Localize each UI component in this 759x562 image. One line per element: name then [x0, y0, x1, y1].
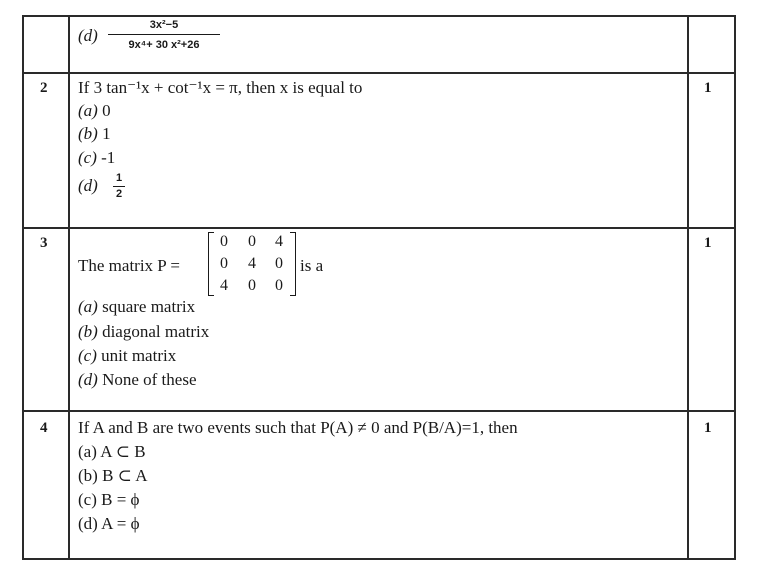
- q2-option-b-label: (b): [78, 124, 98, 143]
- matrix-cell: 4: [220, 277, 228, 294]
- q2-stem: If 3 tan⁻¹x + cot⁻¹x = π, then x is equal to: [78, 78, 363, 97]
- q3-stem-prefix: The matrix P =: [78, 256, 180, 275]
- q2-option-a-label: (a): [78, 101, 98, 120]
- q1-fraction-bar: [108, 34, 220, 35]
- q4-option-b-label: (b): [78, 466, 98, 485]
- q2-marks: 1: [704, 80, 712, 96]
- q1-fraction-denominator: 9x⁴+ 30 x²+26: [128, 39, 200, 51]
- q2-option-b: [78, 124, 111, 144]
- q4-option-d-text: A = ϕ: [101, 514, 140, 533]
- q3-option-c-text: unit matrix: [101, 346, 177, 365]
- q4-option-c-text: B = ϕ: [101, 490, 140, 509]
- q3-option-c-label: (c): [78, 346, 97, 365]
- q2-option-a: [78, 101, 111, 121]
- q2-fraction-denominator: 2: [115, 188, 123, 200]
- matrix-cell: 0: [275, 277, 283, 294]
- q2-option-c: [78, 148, 115, 168]
- q4-marks: 1: [704, 420, 712, 436]
- q3-option-a: [78, 297, 195, 317]
- q4-option-d-label: (d): [78, 514, 98, 533]
- q3-option-d-label: (d): [78, 370, 98, 389]
- q2-option-c-text: -1: [101, 148, 116, 167]
- q2-option-d-label: (d): [78, 176, 98, 195]
- q2-number: 2: [40, 80, 48, 96]
- matrix-cell: 0: [248, 277, 256, 294]
- matrix-cell: 0: [275, 255, 283, 272]
- table-right-border: [734, 15, 736, 560]
- q2-option-b-text: 1: [102, 124, 111, 143]
- row-divider-1: [22, 72, 736, 74]
- q4-option-a-text: A ⊂ B: [100, 442, 146, 461]
- q3-option-d-text: None of these: [102, 370, 197, 389]
- table-top-border: [22, 15, 736, 17]
- q3-option-d: [78, 370, 197, 390]
- matrix-cell: 0: [248, 233, 256, 250]
- matrix-cell: 4: [275, 233, 283, 250]
- matrix-cell: 0: [220, 255, 228, 272]
- column-divider-marks: [687, 15, 689, 560]
- q4-number: 4: [40, 420, 48, 436]
- q4-option-b: [78, 466, 148, 486]
- q3-option-c: [78, 346, 176, 366]
- q4-stem: If A and B are two events such that P(A) ≠ 0 and P(B/A)=1, then: [78, 418, 518, 437]
- q2-fraction-numerator: 1: [115, 172, 123, 184]
- q3-option-a-text: square matrix: [102, 297, 196, 316]
- q3-option-b-label: (b): [78, 322, 98, 341]
- matrix-cell: 4: [248, 255, 256, 272]
- q3-stem-suffix: is a: [300, 256, 324, 275]
- q4-option-c: [78, 490, 140, 510]
- q3-option-b: [78, 322, 209, 342]
- q2-option-d-fraction: [113, 172, 125, 201]
- table-bottom-border: [22, 558, 736, 560]
- q2-option-d: [78, 176, 98, 196]
- column-divider-number: [68, 15, 70, 560]
- row-divider-2: [22, 227, 736, 229]
- q3-number: 3: [40, 235, 48, 251]
- q1-option-d-fraction: [108, 18, 220, 52]
- matrix-left-bracket: [208, 232, 214, 296]
- q4-option-a: [78, 442, 146, 462]
- q3-matrix: [208, 232, 296, 296]
- matrix-right-bracket: [290, 232, 296, 296]
- q3-marks: 1: [704, 235, 712, 251]
- q3-option-b-text: diagonal matrix: [102, 322, 210, 341]
- q4-option-b-text: B ⊂ A: [102, 466, 148, 485]
- q2-fraction-bar: [113, 186, 125, 187]
- q4-option-c-label: (c): [78, 490, 97, 509]
- q2-option-a-text: 0: [102, 101, 111, 120]
- q3-option-a-label: (a): [78, 297, 98, 316]
- matrix-cell: 0: [220, 233, 228, 250]
- q4-option-a-label: (a): [78, 442, 97, 461]
- q1-fraction-numerator: 3x²−5: [149, 19, 179, 31]
- row-divider-3: [22, 410, 736, 412]
- q4-option-d: [78, 514, 140, 534]
- q1-option-d-label: (d): [78, 26, 98, 45]
- q2-option-c-label: (c): [78, 148, 97, 167]
- table-left-border: [22, 15, 24, 560]
